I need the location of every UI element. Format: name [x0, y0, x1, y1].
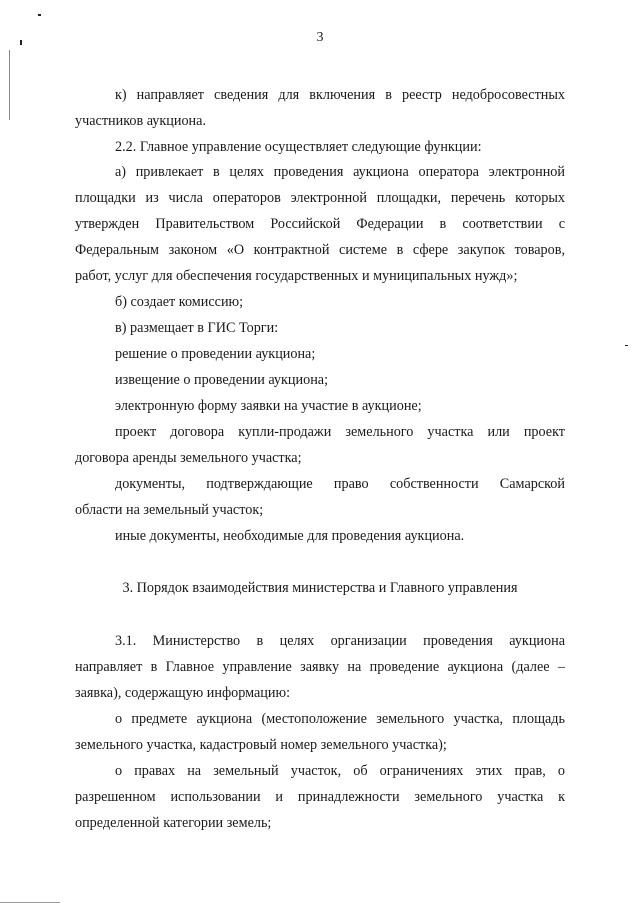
scan-mark: [625, 345, 628, 346]
scan-mark: [38, 14, 41, 16]
page-number: 3: [316, 30, 324, 45]
text-line: земельного участка, кадастровый номер земельного участка);: [75, 737, 447, 753]
text-line: Федеральным законом «О контрактной системе в сфере закупок товаров,: [75, 242, 565, 258]
text-line: утвержден Правительством Российской Федерации в соответствии с: [75, 216, 565, 232]
text-line: электронную форму заявки на участие в аукционе;: [115, 398, 422, 414]
text-line: извещение о проведении аукциона;: [115, 372, 329, 388]
text-line: решение о проведении аукциона;: [115, 346, 316, 362]
text-line: определенной категории земель;: [75, 815, 272, 831]
text-line: документы, подтверждающие право собственности Самарской: [115, 476, 565, 492]
text-line: заявка), содержащую информацию:: [75, 685, 291, 701]
text-line: 3.1. Министерство в целях организации проведения аукциона: [115, 633, 565, 649]
text-line: работ, услуг для обеспечения государственных и муниципальных нужд»;: [75, 268, 518, 284]
scan-mark: [9, 50, 10, 120]
text-line: иные документы, необходимые для проведения аукциона.: [115, 528, 465, 544]
text-line: о предмете аукциона (местоположение земельного участка, площадь: [115, 711, 565, 727]
text-line: в) размещает в ГИС Торги:: [115, 320, 279, 336]
text-line: 2.2. Главное управление осуществляет следующие функции:: [115, 139, 482, 155]
text-line: проект договора купли-продажи земельного участка или проект: [115, 424, 565, 440]
text-line: направляет в Главное управление заявку на проведение аукциона (далее –: [75, 659, 565, 675]
section-heading: 3. Порядок взаимодействия министерства и Главного управления: [122, 580, 518, 596]
text-line: к) направляет сведения для включения в реестр недобросовестных: [115, 87, 565, 103]
text-line: области на земельный участок;: [75, 502, 264, 518]
text-line: а) привлекает в целях проведения аукциона оператора электронной: [115, 164, 565, 180]
text-line: участников аукциона.: [75, 113, 206, 129]
text-line: площадки из числа операторов электронной площадки, перечень которых: [75, 190, 565, 206]
text-line: договора аренды земельного участка;: [75, 450, 302, 466]
scan-mark: [0, 902, 60, 903]
text-line: разрешенном использовании и принадлежности земельного участка к: [75, 789, 565, 805]
text-line: б) создает комиссию;: [115, 294, 244, 310]
text-line: о правах на земельный участок, об ограничениях этих прав, о: [115, 763, 565, 779]
